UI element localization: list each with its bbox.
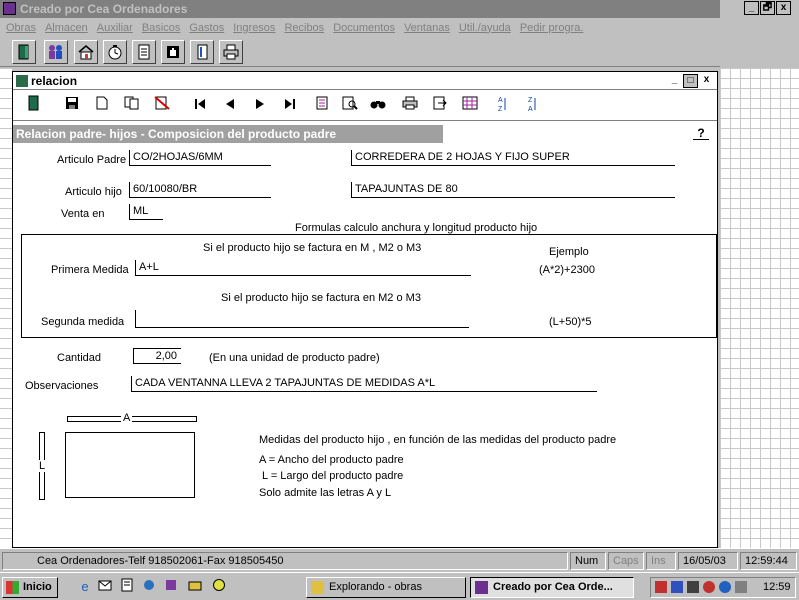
tray-icon[interactable] <box>703 581 715 593</box>
primera-medida-label: Primera Medida <box>51 264 129 276</box>
status-caps: Caps <box>608 552 644 570</box>
menu-util-ayuda[interactable]: Util./ayuda <box>458 21 511 34</box>
help-button[interactable]: ? <box>693 126 709 140</box>
menu-bar <box>0 18 720 37</box>
record-toolbar <box>13 91 717 121</box>
child-window-controls <box>667 74 714 90</box>
app-window-controls <box>744 1 791 17</box>
start-button[interactable] <box>2 577 58 598</box>
print-icon[interactable] <box>399 95 421 117</box>
svg-text:A: A <box>528 106 533 113</box>
status-bar <box>0 548 799 572</box>
restore-button[interactable]: 🗗 <box>760 1 775 15</box>
help-line-1: Medidas del producto hijo , en función de las medidas del producto padre <box>259 434 617 446</box>
svg-text:Z: Z <box>528 97 533 104</box>
folder-shortcut-icon[interactable] <box>186 578 204 596</box>
tray-icon[interactable] <box>687 581 699 593</box>
app-shortcut-icon[interactable] <box>162 578 180 596</box>
app-task-icon <box>475 581 488 594</box>
last-record-icon[interactable] <box>279 95 301 117</box>
diagram-a-label: A <box>123 412 131 424</box>
articulo-hijo-label: Articulo hijo <box>65 186 122 198</box>
task-label: Creado por Cea Orde... <box>493 581 613 593</box>
list-icon[interactable] <box>311 95 333 117</box>
cantidad-label: Cantidad <box>57 352 102 364</box>
observaciones-label: Observaciones <box>25 380 99 392</box>
child-title-bar <box>13 72 717 90</box>
start-label: Inicio <box>23 581 52 593</box>
status-time: 12:59:44 <box>740 552 797 570</box>
menu-gastos[interactable]: Gastos <box>189 21 225 34</box>
segunda-medida-field[interactable] <box>135 310 469 328</box>
notepad-icon[interactable] <box>118 578 136 596</box>
formulas-title: Formulas calculo anchura y longitud producto hijo <box>295 222 538 234</box>
task-creado-por-cea[interactable] <box>470 577 634 598</box>
print-icon[interactable] <box>219 40 243 64</box>
home-icon[interactable] <box>74 40 98 64</box>
status-company: Cea Ordenadores-Telf 918502061-Fax 918505450 <box>2 552 568 570</box>
minimize-button[interactable]: _ <box>744 1 759 15</box>
notebook-icon[interactable] <box>190 40 214 64</box>
ejemplo-label: Ejemplo <box>549 246 589 258</box>
main-toolbar <box>0 37 720 67</box>
help-line-4: Solo admite las letras A y L <box>259 487 392 499</box>
sort-descending-icon[interactable] <box>521 95 543 117</box>
m2-note: Si el producto hijo se factura en M2 o M3 <box>221 292 421 304</box>
observaciones-field[interactable]: CADA VENTANNA LLEVA 2 TAPAJUNTAS DE MEDIDAS A*L <box>131 376 597 392</box>
svg-text:A: A <box>498 97 503 104</box>
menu-pedir-programa[interactable]: Pedir progra. <box>519 21 584 34</box>
outlook-icon[interactable] <box>96 578 114 596</box>
tray-icon[interactable] <box>719 581 731 593</box>
windows-logo-icon <box>6 581 19 594</box>
child-close-button[interactable]: x <box>703 74 710 85</box>
menu-basicos[interactable]: Basicos <box>141 21 181 34</box>
app-icon <box>3 2 16 15</box>
close-button[interactable]: x <box>776 1 791 15</box>
child-maximize-button[interactable]: □ <box>683 74 698 88</box>
product-rectangle <box>65 432 195 498</box>
form-header: Relacion padre- hijos - Composicion del producto padre <box>13 125 443 143</box>
help-line-2: A = Ancho del producto padre <box>259 454 404 466</box>
articulo-hijo-description-field[interactable]: TAPAJUNTAS DE 80 <box>351 182 675 198</box>
relacion-window <box>12 71 718 548</box>
cantidad-field[interactable]: 2,00 <box>133 348 181 364</box>
volume-icon[interactable] <box>735 581 747 593</box>
sort-ascending-icon[interactable] <box>491 95 513 117</box>
export-icon[interactable] <box>429 95 451 117</box>
segunda-medida-label: Segunda medida <box>41 316 125 328</box>
m-note: Si el producto hijo se factura en M , M2 o M3 <box>203 242 422 254</box>
mdi-background-left <box>0 68 12 548</box>
tray-icon[interactable] <box>671 581 683 593</box>
articulo-padre-description-field[interactable]: CORREDERA DE 2 HOJAS Y FIJO SUPER <box>351 150 675 166</box>
users-icon[interactable] <box>44 40 68 64</box>
preview-icon[interactable] <box>339 95 361 117</box>
taskbar <box>0 572 799 600</box>
new-icon[interactable] <box>91 95 113 117</box>
save-icon[interactable] <box>61 95 83 117</box>
mdi-background-grid <box>720 68 799 548</box>
channel-icon[interactable] <box>140 578 158 596</box>
first-record-icon[interactable] <box>189 95 211 117</box>
tray-clock: 12:59 <box>763 581 791 593</box>
svg-text:Z: Z <box>498 106 503 113</box>
status-num: Num <box>570 552 606 570</box>
task-label: Explorando - obras <box>329 581 422 593</box>
primera-medida-field[interactable]: A+L <box>135 260 471 276</box>
timer-icon[interactable] <box>103 40 127 64</box>
child-minimize-button[interactable]: _ <box>671 74 678 85</box>
system-tray <box>650 577 796 598</box>
menu-ingresos[interactable]: Ingresos <box>233 21 276 34</box>
menu-almacen[interactable]: Almacen <box>44 21 88 34</box>
diagram-l-label: L <box>39 460 46 472</box>
tray-icon[interactable] <box>655 581 667 593</box>
window-icon <box>16 75 28 87</box>
articulo-padre-label: Articulo Padre <box>57 154 127 166</box>
task-explorando-obras[interactable] <box>306 577 466 598</box>
menu-documentos[interactable]: Documentos <box>333 21 395 34</box>
hand-icon[interactable] <box>161 40 185 64</box>
document-icon[interactable] <box>132 40 156 64</box>
status-date: 16/05/03 <box>678 552 738 570</box>
app-title-bar <box>0 0 720 18</box>
menu-obras[interactable]: Obras <box>6 21 36 34</box>
copy-icon[interactable] <box>121 95 143 117</box>
grid-icon[interactable] <box>459 95 481 117</box>
clock-shortcut-icon[interactable] <box>210 578 228 596</box>
app-title: Creado por Cea Ordenadores <box>20 2 188 16</box>
segunda-medida-example: (L+50)*5 <box>549 316 592 328</box>
cantidad-note: (En una unidad de producto padre) <box>209 352 380 364</box>
venta-en-label: Venta en <box>61 208 105 220</box>
menu-recibos[interactable]: Recibos <box>284 21 325 34</box>
delete-icon[interactable] <box>151 95 173 117</box>
status-ins: Ins <box>646 552 676 570</box>
next-record-icon[interactable] <box>249 95 271 117</box>
exit-icon[interactable] <box>12 40 36 64</box>
help-line-3: L = Largo del producto padre <box>259 470 404 482</box>
articulo-padre-code-field[interactable]: CO/2HOJAS/6MM <box>129 150 271 166</box>
explorer-icon <box>311 581 324 594</box>
primera-medida-example: (A*2)+2300 <box>539 264 595 276</box>
child-title: relacion <box>31 74 78 88</box>
menu-auxiliar[interactable]: Auxiliar <box>96 21 133 34</box>
previous-record-icon[interactable] <box>219 95 241 117</box>
articulo-hijo-code-field[interactable]: 60/10080/BR <box>129 182 271 198</box>
binoculars-icon[interactable] <box>367 95 389 117</box>
exit-icon[interactable] <box>23 95 45 117</box>
menu-ventanas[interactable]: Ventanas <box>403 21 450 34</box>
venta-en-field[interactable]: ML <box>129 204 163 220</box>
internet-explorer-icon[interactable]: e <box>81 579 89 594</box>
